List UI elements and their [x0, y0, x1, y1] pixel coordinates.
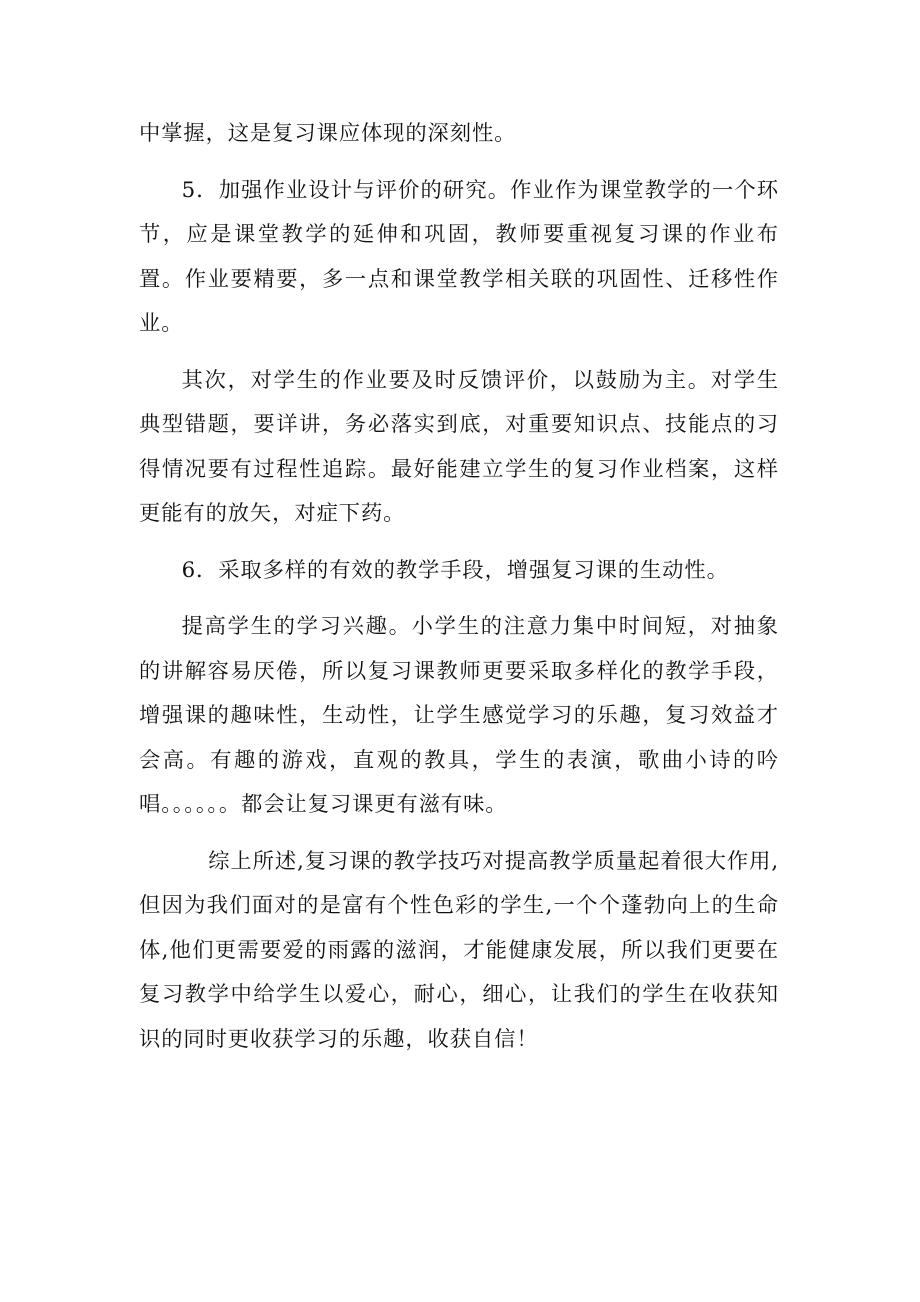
paragraph-homework-design: 5．加强作业设计与评价的研究。作业作为课堂教学的一个环节，应是课堂教学的延伸和巩固，教师要重视复习课的作业布置。作业要精要，多一点和课堂教学相关联的巩固性、迁移性作业。 [139, 177, 779, 336]
paragraph-conclusion: 综上所述,复习课的教学技巧对提高教学质量起着很大作用,但因为我们面对的是富有个性色彩的学生,一个个蓬勃向上的生命体,他们更需要爱的雨露的滋润，才能健康发展，所以我们更要在复习教学中给学生以爱心，耐心，细心，让我们的学生在收获知识的同时更收获学习的乐趣，收获自信！ [139, 848, 779, 1052]
paragraph-learning-interest: 提高学生的学习兴趣。小学生的注意力集中时间短，对抽象的讲解容易厌倦，所以复习课教师更要采取多样化的教学手段，增强课的趣味性，生动性，让学生感觉学习的乐趣，复习效益才会高。有趣的游戏，直观的教具，学生的表演，歌曲小诗的吟唱。。。。。。都会让复习课更有滋有味。 [139, 614, 779, 817]
document-body [139, 112, 779, 1074]
paragraph-teaching-methods-heading: 6．采取多样的有效的教学手段，增强复习课的生动性。 [181, 557, 729, 583]
paragraph-feedback: 其次，对学生的作业要及时反馈评价，以鼓励为主。对学生典型错题，要详讲，务必落实到底，对重要知识点、技能点的习得情况要有过程性追踪。最好能建立学生的复习作业档案，这样更能有的放矢，对症下药。 [139, 367, 779, 526]
paragraph-continuation: 中掌握，这是复习课应体现的深刻性。 [139, 121, 517, 146]
